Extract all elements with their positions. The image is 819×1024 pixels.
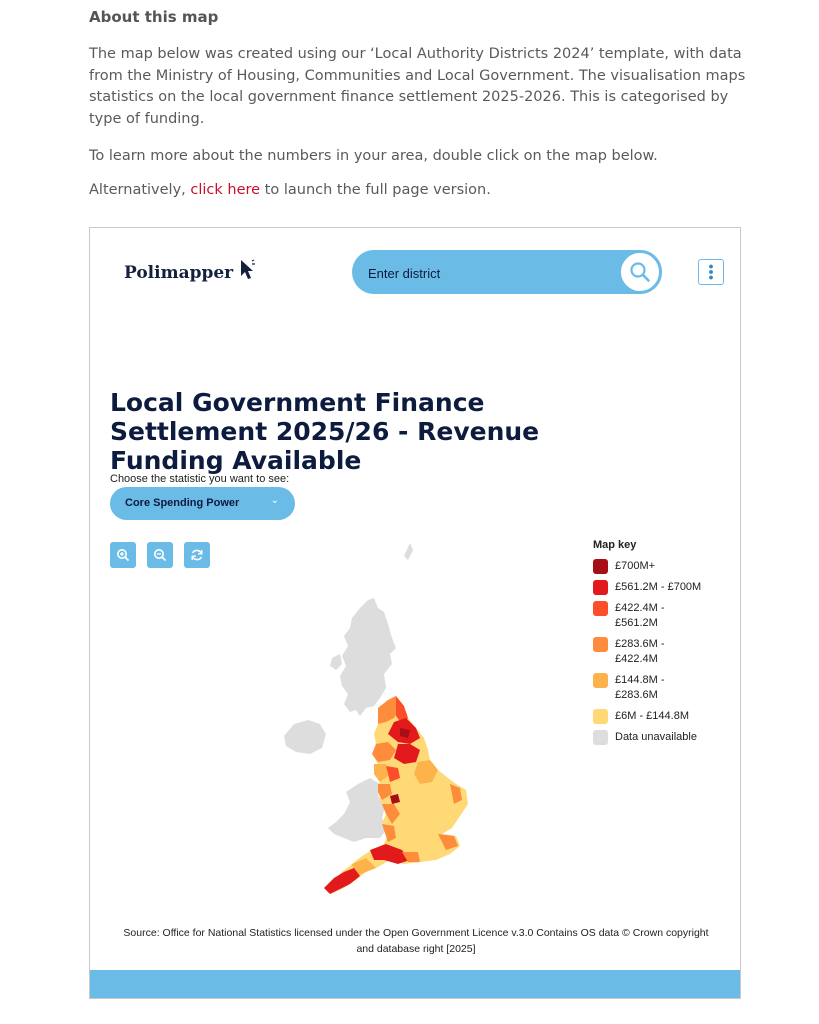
intro-alternative bbox=[89, 180, 491, 202]
legend-item[interactable] bbox=[593, 580, 710, 595]
map-key-title: Map key bbox=[593, 539, 637, 551]
intro-alt-before: Alternatively, bbox=[89, 182, 191, 198]
legend-swatch bbox=[593, 601, 608, 616]
statistic-select[interactable] bbox=[110, 487, 295, 520]
zoom-out-button[interactable] bbox=[147, 542, 173, 568]
legend-label: £283.6M - £422.4M bbox=[615, 638, 665, 665]
legend-label: £422.4M - £561.2M bbox=[615, 602, 665, 629]
legend-item[interactable] bbox=[593, 673, 710, 703]
page-title: Local Government Finance Settlement 2025/26 - Revenue Funding Available bbox=[110, 388, 540, 475]
zoom-in-icon bbox=[116, 548, 130, 562]
legend-label: £144.8M - £283.6M bbox=[615, 674, 665, 701]
legend-label: £561.2M - £700M bbox=[615, 581, 702, 593]
zoom-in-button[interactable] bbox=[110, 542, 136, 568]
chevron-down-icon: ⌄ bbox=[270, 495, 279, 506]
statistic-label: Choose the statistic you want to see: bbox=[110, 473, 290, 485]
legend-swatch bbox=[593, 637, 608, 652]
uk-choropleth-map[interactable] bbox=[270, 538, 490, 898]
legend-swatch bbox=[593, 559, 608, 574]
district-search bbox=[352, 250, 662, 294]
logo-text: Polimapper bbox=[124, 263, 234, 283]
zoom-out-icon bbox=[153, 548, 167, 562]
legend-label: £6M - £144.8M bbox=[615, 710, 689, 722]
source-attribution: Source: Office for National Statistics licensed under the Open Government Licence v.3.0 Contains OS data © Crown copyright and database right [2025] bbox=[123, 927, 709, 955]
full-page-link[interactable]: click here bbox=[190, 182, 261, 198]
legend-item[interactable] bbox=[593, 730, 710, 745]
options-menu-button[interactable] bbox=[698, 259, 724, 285]
intro-paragraph: The map below was created using our ‘Local Authority Districts 2024’ template, with data from the Ministry of Housing, Communities and Local Government. The visualisation maps statistics on the local government finance settlement 2025-2026. This is categorised by type of funding. bbox=[89, 46, 746, 127]
intro-instruction: To learn more about the numbers in your area, double click on the map below. bbox=[89, 148, 658, 164]
legend-swatch bbox=[593, 709, 608, 724]
refresh-icon bbox=[190, 548, 204, 562]
selected-statistic: Core Spending Power bbox=[125, 497, 240, 509]
search-button[interactable] bbox=[618, 250, 662, 294]
legend-item[interactable] bbox=[593, 637, 710, 667]
kebab-menu-icon bbox=[708, 264, 714, 280]
legend-swatch bbox=[593, 673, 608, 688]
legend-swatch bbox=[593, 730, 608, 745]
region-scotland[interactable] bbox=[330, 543, 413, 716]
legend-item[interactable] bbox=[593, 559, 710, 574]
search-input[interactable] bbox=[366, 262, 610, 284]
legend-swatch bbox=[593, 580, 608, 595]
legend-item[interactable] bbox=[593, 601, 710, 631]
reset-map-button[interactable] bbox=[184, 542, 210, 568]
footer-bar bbox=[90, 970, 741, 999]
search-icon bbox=[629, 261, 651, 283]
map-embed bbox=[89, 227, 741, 999]
map-key bbox=[593, 539, 710, 751]
intro-heading: About this map bbox=[89, 8, 219, 26]
legend-label: Data unavailable bbox=[615, 731, 697, 743]
polimapper-logo[interactable] bbox=[124, 259, 255, 283]
legend-item[interactable] bbox=[593, 709, 710, 724]
legend-label: £700M+ bbox=[615, 560, 656, 572]
cursor-icon bbox=[239, 259, 255, 281]
region-northern-ireland[interactable] bbox=[284, 720, 326, 754]
district-cornwall[interactable] bbox=[324, 868, 360, 894]
intro-alt-after: to launch the full page version. bbox=[260, 182, 491, 198]
